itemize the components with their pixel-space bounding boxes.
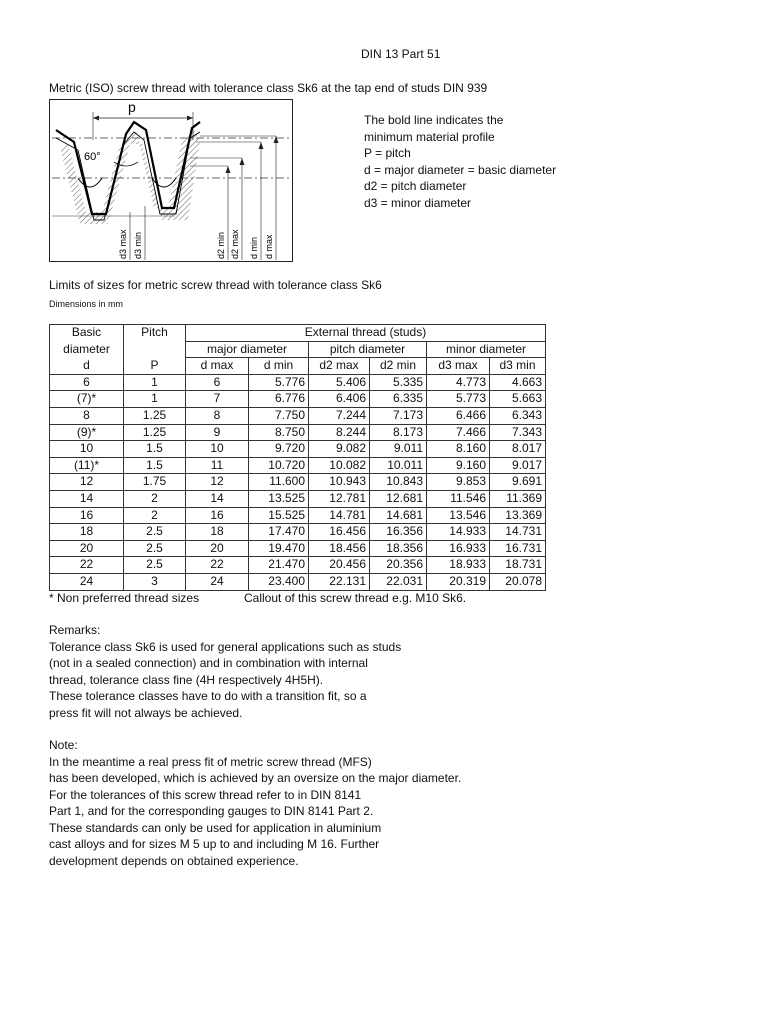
table-cell: 14 bbox=[186, 490, 249, 507]
table-cell: 16.933 bbox=[427, 540, 490, 557]
table-cell: 6.776 bbox=[249, 391, 309, 408]
table-cell: 9.160 bbox=[427, 457, 490, 474]
table-cell: 7.466 bbox=[427, 424, 490, 441]
table-cell: 9.017 bbox=[490, 457, 546, 474]
note-line: These standards can only be used for application in aluminium bbox=[49, 820, 382, 835]
note-line: For the tolerances of this screw thread refer to in DIN 8141 bbox=[49, 787, 362, 802]
pitch-label: p bbox=[128, 100, 136, 115]
table-cell: (9)* bbox=[50, 424, 124, 441]
note-line: has been developed, which is achieved by an oversize on the major diameter. bbox=[49, 771, 462, 785]
table-row bbox=[50, 490, 546, 507]
legend-line: d2 = pitch diameter bbox=[364, 179, 467, 193]
table-cell: 1 bbox=[124, 391, 186, 408]
table-cell: 1.75 bbox=[124, 474, 186, 491]
header-row bbox=[50, 341, 546, 358]
table-cell: 5.773 bbox=[427, 391, 490, 408]
table-cell: 11.546 bbox=[427, 490, 490, 507]
header-cell: d2 max bbox=[309, 358, 370, 375]
table-cell: 20.078 bbox=[490, 573, 546, 590]
table-cell: 4.663 bbox=[490, 374, 546, 391]
table-cell: 4.773 bbox=[427, 374, 490, 391]
header-cell: pitch diameter bbox=[309, 341, 427, 358]
table-cell: 20.356 bbox=[370, 557, 427, 574]
header-cell: d bbox=[50, 358, 124, 375]
table-row bbox=[50, 557, 546, 574]
note-line: Part 1, and for the corresponding gauges to DIN 8141 Part 2. bbox=[49, 804, 374, 818]
legend-line: d = major diameter = basic diameter bbox=[364, 162, 557, 177]
table-cell: 14.681 bbox=[370, 507, 427, 524]
table-cell: 18.933 bbox=[427, 557, 490, 574]
table-cell: 1.5 bbox=[124, 457, 186, 474]
note-line: development depends on obtained experience. bbox=[49, 853, 299, 868]
table-row bbox=[50, 507, 546, 524]
table-cell: 16.731 bbox=[490, 540, 546, 557]
dim-label-d-max: d max bbox=[264, 234, 274, 259]
table-cell: 12 bbox=[50, 474, 124, 491]
table-cell: 10.843 bbox=[370, 474, 427, 491]
header-cell: minor diameter bbox=[427, 341, 546, 358]
footnote: * Non preferred thread sizes bbox=[49, 591, 200, 605]
table-cell: 20 bbox=[186, 540, 249, 557]
table-cell: 9.853 bbox=[427, 474, 490, 491]
table-cell: 1.5 bbox=[124, 441, 186, 458]
header-cell: d3 max bbox=[427, 358, 490, 375]
remarks-line: Tolerance class Sk6 is used for general applications such as studs bbox=[49, 639, 402, 654]
table-cell: 10.011 bbox=[370, 457, 427, 474]
thread-profile-drawing bbox=[50, 100, 292, 261]
remarks-line: thread, tolerance class fine (4H respectively 4H5H). bbox=[49, 672, 324, 687]
table-cell: 24 bbox=[186, 573, 249, 590]
document-title: DIN 13 Part 51 bbox=[361, 47, 441, 61]
table-row bbox=[50, 441, 546, 458]
table-cell: 5.406 bbox=[309, 374, 370, 391]
table-cell: 8.244 bbox=[309, 424, 370, 441]
table-cell: 14.731 bbox=[490, 524, 546, 541]
table-cell: 8 bbox=[50, 407, 124, 424]
legend-line: The bold line indicates the bbox=[364, 113, 504, 127]
table-cell: 13.546 bbox=[427, 507, 490, 524]
table-cell: 18.731 bbox=[490, 557, 546, 574]
limits-title: Limits of sizes for metric screw thread with tolerance class Sk6 bbox=[49, 278, 382, 292]
remarks-line: press fit will not always be achieved. bbox=[49, 705, 243, 720]
table-row bbox=[50, 424, 546, 441]
table-cell: 10 bbox=[186, 441, 249, 458]
table-cell: 10.943 bbox=[309, 474, 370, 491]
table-cell: 9.082 bbox=[309, 441, 370, 458]
table-cell: 11 bbox=[186, 457, 249, 474]
table-cell: 8.017 bbox=[490, 441, 546, 458]
table-cell: 8.160 bbox=[427, 441, 490, 458]
table-cell: 6.343 bbox=[490, 407, 546, 424]
header-cell: d3 min bbox=[490, 358, 546, 375]
table-cell: 12.781 bbox=[309, 490, 370, 507]
callout-example: Callout of this screw thread e.g. M10 Sk6. bbox=[244, 591, 467, 605]
table-cell: 6.406 bbox=[309, 391, 370, 408]
table-cell: 18.356 bbox=[370, 540, 427, 557]
table-cell: 22 bbox=[186, 557, 249, 574]
table-cell: 2.5 bbox=[124, 524, 186, 541]
header-cell: Basic bbox=[50, 325, 124, 342]
dim-label-d2-min: d2 min bbox=[216, 231, 226, 259]
table-cell: 9 bbox=[186, 424, 249, 441]
table-cell: 2 bbox=[124, 507, 186, 524]
table-cell: 13.525 bbox=[249, 490, 309, 507]
table-cell: 18.456 bbox=[309, 540, 370, 557]
table-cell: 6 bbox=[50, 374, 124, 391]
table-row bbox=[50, 407, 546, 424]
table-cell: 8.750 bbox=[249, 424, 309, 441]
table-cell: 18 bbox=[186, 524, 249, 541]
table-cell: 20 bbox=[50, 540, 124, 557]
table-cell: 14.781 bbox=[309, 507, 370, 524]
table-row bbox=[50, 540, 546, 557]
legend-line: P = pitch bbox=[364, 146, 411, 160]
note-line: In the meantime a real press fit of metric screw thread (MFS) bbox=[49, 754, 372, 769]
table-cell: 2.5 bbox=[124, 540, 186, 557]
dimensions-note: Dimensions in mm bbox=[49, 299, 124, 309]
table-cell: (11)* bbox=[50, 457, 124, 474]
thread-profile-diagram bbox=[49, 99, 293, 262]
table-cell: 11.369 bbox=[490, 490, 546, 507]
table-cell: 16.356 bbox=[370, 524, 427, 541]
table-cell: 7.343 bbox=[490, 424, 546, 441]
table-cell: 16 bbox=[50, 507, 124, 524]
table-row bbox=[50, 374, 546, 391]
table-cell: 20.319 bbox=[427, 573, 490, 590]
dim-label-d2-max: d2 max bbox=[230, 229, 240, 259]
dim-label-d3-max: d3 max bbox=[118, 229, 128, 259]
table-cell: 24 bbox=[50, 573, 124, 590]
header-cell: diameter bbox=[50, 341, 124, 358]
thread-limits-table bbox=[49, 324, 546, 591]
table-cell: 13.369 bbox=[490, 507, 546, 524]
table-cell: 19.470 bbox=[249, 540, 309, 557]
table-cell: 21.470 bbox=[249, 557, 309, 574]
table-cell: 1.25 bbox=[124, 407, 186, 424]
legend-line: minimum material profile bbox=[364, 129, 495, 144]
table-row bbox=[50, 573, 546, 590]
remarks-line: These tolerance classes have to do with a transition fit, so a bbox=[49, 689, 367, 703]
table-cell: 20.456 bbox=[309, 557, 370, 574]
table-cell: 10 bbox=[50, 441, 124, 458]
dim-label-d3-min: d3 min bbox=[133, 231, 143, 259]
table-row bbox=[50, 524, 546, 541]
table-row bbox=[50, 391, 546, 408]
table-cell: 22 bbox=[50, 557, 124, 574]
table-cell: 14.933 bbox=[427, 524, 490, 541]
header-row bbox=[50, 325, 546, 342]
table-cell: 9.691 bbox=[490, 474, 546, 491]
table-cell: 17.470 bbox=[249, 524, 309, 541]
table-cell: 5.335 bbox=[370, 374, 427, 391]
table-cell: 9.011 bbox=[370, 441, 427, 458]
table-cell: 9.720 bbox=[249, 441, 309, 458]
table-cell: 14 bbox=[50, 490, 124, 507]
table-cell: 6.335 bbox=[370, 391, 427, 408]
remarks-section bbox=[49, 622, 401, 721]
table-cell: 18 bbox=[50, 524, 124, 541]
table-cell: 2 bbox=[124, 490, 186, 507]
table-cell: (7)* bbox=[50, 391, 124, 408]
header-cell: P bbox=[124, 358, 186, 375]
table-cell: 22.031 bbox=[370, 573, 427, 590]
header-cell: d2 min bbox=[370, 358, 427, 375]
table-cell: 6.466 bbox=[427, 407, 490, 424]
note-line: cast alloys and for sizes M 5 up to and including M 16. Further bbox=[49, 837, 380, 851]
table-cell: 7.244 bbox=[309, 407, 370, 424]
angle-label: 60° bbox=[84, 151, 101, 163]
table-cell: 8.173 bbox=[370, 424, 427, 441]
legend-line: d3 = minor diameter bbox=[364, 195, 472, 210]
table-cell: 7.750 bbox=[249, 407, 309, 424]
table-cell: 16.456 bbox=[309, 524, 370, 541]
header-cell bbox=[124, 341, 186, 358]
table-cell: 10.720 bbox=[249, 457, 309, 474]
remarks-heading: Remarks: bbox=[49, 623, 101, 637]
table-cell: 3 bbox=[124, 573, 186, 590]
table-cell: 22.131 bbox=[309, 573, 370, 590]
table-row bbox=[50, 457, 546, 474]
table-cell: 10.082 bbox=[309, 457, 370, 474]
table-cell: 1 bbox=[124, 374, 186, 391]
table-row bbox=[50, 474, 546, 491]
table-cell: 5.776 bbox=[249, 374, 309, 391]
table-cell: 23.400 bbox=[249, 573, 309, 590]
table-cell: 2.5 bbox=[124, 557, 186, 574]
table-cell: 11.600 bbox=[249, 474, 309, 491]
table-cell: 7 bbox=[186, 391, 249, 408]
header-cell: d min bbox=[249, 358, 309, 375]
table-cell: 12 bbox=[186, 474, 249, 491]
header-cell: major diameter bbox=[186, 341, 309, 358]
table-cell: 1.25 bbox=[124, 424, 186, 441]
header-cell: External thread (studs) bbox=[186, 325, 546, 342]
dim-label-d-min: d min bbox=[249, 236, 259, 259]
note-heading: Note: bbox=[49, 738, 78, 752]
remarks-line: (not in a sealed connection) and in combination with internal bbox=[49, 656, 368, 670]
header-row bbox=[50, 358, 546, 375]
table-cell: 16 bbox=[186, 507, 249, 524]
header-cell: Pitch bbox=[124, 325, 186, 342]
note-section bbox=[49, 737, 461, 869]
table-cell: 15.525 bbox=[249, 507, 309, 524]
table-cell: 12.681 bbox=[370, 490, 427, 507]
table-cell: 8 bbox=[186, 407, 249, 424]
table-cell: 6 bbox=[186, 374, 249, 391]
table-cell: 7.173 bbox=[370, 407, 427, 424]
document-subtitle: Metric (ISO) screw thread with tolerance class Sk6 at the tap end of studs DIN 939 bbox=[49, 81, 488, 95]
table-cell: 5.663 bbox=[490, 391, 546, 408]
header-cell: d max bbox=[186, 358, 249, 375]
diagram-legend bbox=[364, 112, 556, 211]
